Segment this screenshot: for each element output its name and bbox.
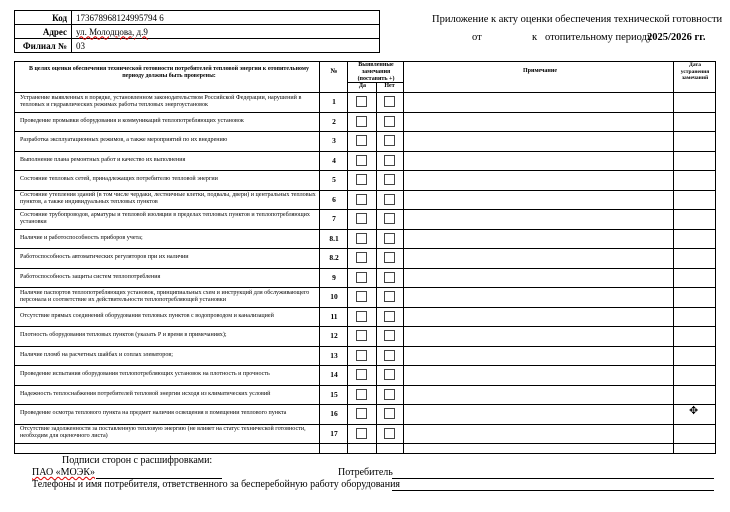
yes-checkbox[interactable] bbox=[356, 96, 367, 107]
requirement-text: Надежность теплоснабжения потребителей тепловой энергии исходя из климатических условий bbox=[20, 390, 271, 397]
column-divider bbox=[347, 62, 348, 453]
object-info-table bbox=[14, 10, 380, 53]
row-divider bbox=[15, 443, 715, 444]
yes-checkbox[interactable] bbox=[356, 135, 367, 146]
requirement-text: Разработка эксплуатационных режимов, а также мероприятий по их внедрению bbox=[20, 137, 228, 144]
no-checkbox[interactable] bbox=[384, 350, 395, 361]
checklist-table bbox=[14, 61, 716, 454]
yes-checkbox[interactable] bbox=[356, 369, 367, 380]
requirement-text: Плотность оборудования тепловых пунктов (указать Р и время в примечаниях); bbox=[20, 332, 227, 339]
requirement-text: Устранение выявленных в порядке, установленном законодательством Российской Федерации, нарушений в тепловых и гидравлических режимах работы тепловых энергоустановок bbox=[20, 94, 302, 108]
consumer-signature-line bbox=[392, 478, 714, 479]
pao-text: ПАО «МОЭК» bbox=[32, 467, 96, 478]
row-number: 12 bbox=[330, 331, 338, 341]
no-checkbox[interactable] bbox=[384, 311, 395, 322]
row-number: 9 bbox=[332, 272, 336, 282]
yes-checkbox[interactable] bbox=[356, 213, 367, 224]
row-divider bbox=[15, 92, 715, 93]
row-number: 7 bbox=[332, 214, 336, 224]
requirement-text: Проведение осмотра теплового пункта на предмет наличия освещения в помещении теплового пункта bbox=[20, 410, 287, 417]
row-divider bbox=[15, 131, 715, 132]
no-checkbox[interactable] bbox=[384, 291, 395, 302]
branch-row bbox=[15, 39, 380, 53]
no-checkbox[interactable] bbox=[384, 369, 395, 380]
requirement-text: Наличие пломб на расчетных шайбах и соплах элеваторов; bbox=[20, 351, 173, 358]
requirement-text: Выполнение плана ремонтных работ и качество их выполнения bbox=[20, 156, 186, 163]
row-number: 16 bbox=[330, 409, 338, 419]
no-checkbox[interactable] bbox=[384, 194, 395, 205]
branch-label: Филиал № bbox=[15, 39, 72, 53]
no-checkbox[interactable] bbox=[384, 330, 395, 341]
yes-checkbox[interactable] bbox=[356, 116, 367, 127]
requirement-text: Наличие и работоспособность приборов учета; bbox=[20, 234, 143, 241]
yes-checkbox[interactable] bbox=[356, 428, 367, 439]
row-divider bbox=[15, 112, 715, 113]
row-divider bbox=[15, 365, 715, 366]
signatures-title: Подписи сторон с расшифровками: bbox=[62, 455, 213, 466]
address-label: Адрес bbox=[15, 25, 72, 39]
row-divider bbox=[15, 385, 715, 386]
row-number: 4 bbox=[332, 155, 336, 165]
row-number: 17 bbox=[330, 428, 338, 438]
requirement-text: Работоспособность автоматических регуляторов при их наличии bbox=[20, 254, 189, 261]
row-number: 13 bbox=[330, 350, 338, 360]
address-value bbox=[72, 25, 380, 39]
pao-label bbox=[32, 467, 95, 478]
row-number: 5 bbox=[332, 175, 336, 185]
code-value: 173678968124995794 6 bbox=[72, 11, 380, 25]
yes-checkbox[interactable] bbox=[356, 408, 367, 419]
header-fix-date: Дата устранения замечаний bbox=[680, 62, 710, 81]
row-divider bbox=[15, 190, 715, 191]
row-number: 11 bbox=[330, 311, 338, 321]
row-divider bbox=[15, 307, 715, 308]
requirement-text: Состояние трубопроводов, арматуры и тепловой изоляции в пределах тепловых пунктов и теплопотребляющих установки bbox=[20, 211, 310, 225]
ot-period: отопительному периоду bbox=[545, 32, 653, 43]
row-divider bbox=[15, 209, 715, 210]
requirement-text: Отсутствие прямых соединений оборудования тепловых пунктов с водопроводом и канализацией bbox=[20, 312, 274, 319]
yes-checkbox[interactable] bbox=[356, 233, 367, 244]
header-note: Примечание bbox=[522, 68, 558, 74]
appendix-title: Приложение к акту оценки обеспечения технической готовности bbox=[432, 14, 723, 25]
row-number: 15 bbox=[330, 389, 338, 399]
row-divider bbox=[15, 151, 715, 152]
no-checkbox[interactable] bbox=[384, 96, 395, 107]
requirement-text: Наличие паспортов теплопотребляющих установок, принципиальных схем и инструкций для обслуживающего персонала и соответствие их действительности теплопотребляющей установки bbox=[20, 289, 310, 303]
move-cursor-icon: ✥ bbox=[689, 405, 699, 417]
header-yes: Да bbox=[358, 83, 367, 89]
row-number: 10 bbox=[330, 292, 338, 302]
row-number: 6 bbox=[332, 194, 336, 204]
code-label: Код bbox=[15, 11, 72, 25]
consumer-label: Потребитель bbox=[338, 467, 393, 478]
row-number: 1 bbox=[332, 97, 336, 107]
row-divider bbox=[15, 170, 715, 171]
no-checkbox[interactable] bbox=[384, 174, 395, 185]
no-checkbox[interactable] bbox=[384, 213, 395, 224]
yes-checkbox[interactable] bbox=[356, 330, 367, 341]
column-divider bbox=[673, 62, 674, 453]
column-divider bbox=[403, 62, 404, 453]
row-divider bbox=[15, 229, 715, 230]
column-divider bbox=[319, 62, 320, 453]
address-row bbox=[15, 25, 380, 39]
code-row bbox=[15, 11, 380, 25]
phones-line bbox=[392, 490, 714, 491]
row-number: 2 bbox=[332, 116, 336, 126]
requirement-text: Работоспособность защиты систем теплопотребления bbox=[20, 273, 161, 280]
yes-checkbox[interactable] bbox=[356, 311, 367, 322]
row-divider bbox=[347, 82, 403, 83]
yes-checkbox[interactable] bbox=[356, 194, 367, 205]
no-checkbox[interactable] bbox=[384, 272, 395, 283]
no-checkbox[interactable] bbox=[384, 389, 395, 400]
no-checkbox[interactable] bbox=[384, 135, 395, 146]
row-divider bbox=[15, 248, 715, 249]
header-number: № bbox=[330, 67, 338, 75]
requirement-text: Состояние тепловых сетей, принадлежащих потребителю тепловой энергии bbox=[20, 176, 218, 183]
no-checkbox[interactable] bbox=[384, 408, 395, 419]
row-divider bbox=[15, 424, 715, 425]
row-divider bbox=[15, 404, 715, 405]
row-divider bbox=[15, 287, 715, 288]
row-number: 8.1 bbox=[329, 233, 339, 243]
header-requirement: В целях оценки обеспечения технической готовности потребителей тепловой энергии к отопительному периоду должны быть проверены: bbox=[28, 66, 310, 79]
yes-checkbox[interactable] bbox=[356, 350, 367, 361]
no-checkbox[interactable] bbox=[384, 155, 395, 166]
branch-value: 03 bbox=[72, 39, 380, 53]
requirement-text: Проведение промывки оборудования и коммуникаций теплопотребляющих установок bbox=[20, 117, 244, 124]
no-checkbox[interactable] bbox=[384, 233, 395, 244]
yes-checkbox[interactable] bbox=[356, 155, 367, 166]
phones-label: Телефоны и имя потребителя, ответственного за бесперебойную работу оборудования bbox=[32, 479, 401, 490]
row-number: 14 bbox=[330, 370, 338, 380]
header-no: Нет bbox=[384, 83, 395, 89]
requirement-text: Проведение испытания оборудования теплопотребляющих установок на плотность и прочность bbox=[20, 371, 270, 378]
address-text: ул. Молодцова, д.9 bbox=[76, 26, 148, 37]
requirement-text: Отсутствие задолженности за поставленную тепловую энергию (не влияет на статус технической готовности, необходим для оценочного листа) bbox=[20, 426, 306, 440]
ot-k: к bbox=[532, 32, 538, 43]
row-number: 8.2 bbox=[329, 253, 339, 263]
row-divider bbox=[15, 326, 715, 327]
yes-checkbox[interactable] bbox=[356, 389, 367, 400]
no-checkbox[interactable] bbox=[384, 428, 395, 439]
no-checkbox[interactable] bbox=[384, 252, 395, 263]
header-remarks: Выявленные замечания (поставить +) bbox=[357, 62, 395, 82]
yes-checkbox[interactable] bbox=[356, 252, 367, 263]
ot-year: 2025/2026 гг. bbox=[647, 32, 706, 43]
row-number: 3 bbox=[332, 136, 336, 146]
yes-checkbox[interactable] bbox=[356, 174, 367, 185]
yes-checkbox[interactable] bbox=[356, 272, 367, 283]
row-divider bbox=[15, 346, 715, 347]
no-checkbox[interactable] bbox=[384, 116, 395, 127]
row-divider bbox=[15, 268, 715, 269]
yes-checkbox[interactable] bbox=[356, 291, 367, 302]
requirement-text: Состояние утепления зданий (в том числе чердаки, лестничные клетки, подвалы, двери) и центральных тепловых пунктов, а также индивидуальных тепловых пунктов bbox=[20, 192, 316, 206]
ot-prefix: от bbox=[472, 32, 482, 43]
